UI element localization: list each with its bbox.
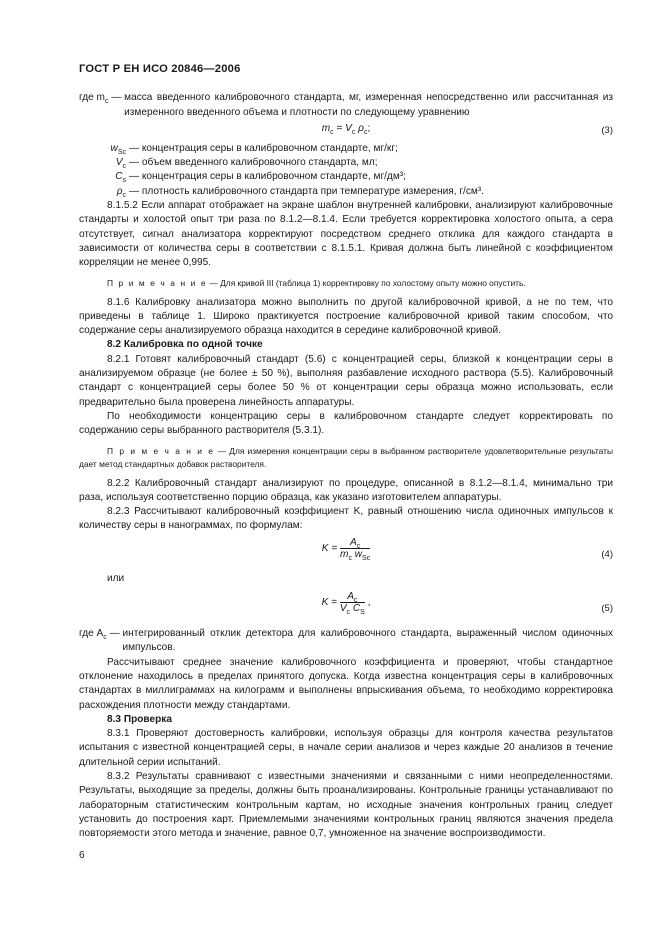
definition-mc <box>79 91 613 120</box>
page-number: 6 <box>79 850 85 861</box>
formula-3-number: (3) <box>601 124 613 136</box>
f3-sub2: c <box>351 128 356 136</box>
para-8-3-1: 8.3.1 Проверяют достоверность калибровки, используя образцы для контроля качества результатов испытания с известной концентрацией серы, в начале серии анализов и через каждые 20 анализов в течение длительной серии испытаний. <box>79 728 613 768</box>
def-mc-text: масса введенного калибровочного стандарта, мг, измеренная непосредственно или рассчитанная из измеренного введенного объема и плотности по следующему уравнению <box>124 92 613 118</box>
para-8-2-1b: По необходимости концентрацию серы в калибровочном стандарте следует корректировать по содержанию серы выбранного растворителя (5.3.1). <box>79 410 613 437</box>
f5-left: K = <box>321 597 340 609</box>
para-8-2-2: 8.2.2 Калибровочный стандарт анализируют по процедуре, описанной в 8.1.2—8.1.4, минимально три раза, используя соответственно порцию образца, как указано изготовителем аппаратуры. <box>79 477 613 503</box>
document-header: ГОСТ Р ЕН ИСО 20846—2006 <box>79 63 241 75</box>
formula-3 <box>79 122 613 142</box>
def-mc-dash: — <box>108 92 125 104</box>
where-list <box>79 142 613 199</box>
where-item: $V_c$ — объем введенного калибровочного стандарта, мл; <box>115 157 378 171</box>
note-1-label: П р и м е ч а н и е <box>107 277 208 288</box>
note-2 <box>79 445 613 471</box>
para-8-1-5-2: 8.1.5.2 Если аппарат отображает на экране шаблон внутренней калибровки, анализируют калибровочные стандарты и холостой опыт три раза по 8.1.2—8.1.4. Если требуется корректировка холостого опыта, а сера отсутствует, сигнал анализатора корректируют посредством среднего отклика для каждого стандарта в зависимости от количества серы в соответствии с 8.1.5.1. Кривая должна быть линейной с коэффициентом корреляции не менее 0,995. <box>79 200 613 269</box>
where-item: $w_{Sc}$ — концентрация серы в калибровочном стандарте, мг/кг; <box>110 142 398 156</box>
f3-sub1: c <box>330 128 334 136</box>
formula-4-number: (4) <box>601 548 613 560</box>
f4-left: K = <box>321 542 341 554</box>
f4-fraction: $\frac{A_c}{m_c w_{Sc}}$ <box>340 536 371 562</box>
def-ac-dash: — <box>106 628 123 640</box>
para-calc: Рассчитывают среднее значение калибровочного коэффициента и проверяют, чтобы стандартное отклонение находилось в пределах принятого допуска. Когда известна концентрация серы в калибровочных стандартах в миллиграммах на килограмм и выполнены впрыскивания объема, то необходимо корректировка расхождения плотности между стандартами. <box>79 656 613 711</box>
def-mc-sub: c <box>104 98 109 106</box>
where-item: $\rho_c$ — плотность калибровочного стандарта при температуре измерения, г/см³. <box>116 185 484 199</box>
note-1 <box>79 277 613 290</box>
f3-rho: ρ <box>355 122 364 134</box>
formula-5 <box>79 590 613 624</box>
definition-ac <box>79 627 613 656</box>
f5-fraction: $\frac{A_c}{V_c C_S}$ <box>339 591 365 617</box>
para-8-2-3: 8.2.3 Рассчитывают калибровочный коэффициент K, равный отношению числа одиночных импульсов к количеству серы в нанограммах, по формулам: <box>79 506 613 532</box>
def-ac-sub: c <box>103 634 107 642</box>
formula-5-number: (5) <box>601 603 613 615</box>
where-item: $C_s$ — концентрация серы в калибровочном стандарте, мг/дм³; <box>115 171 406 185</box>
def-ac-text: интегрированный отклик детектора для калибровочного стандарта, выраженный числом одиночных импульсов. <box>122 628 613 654</box>
note-1-text: — Для кривой III (таблица 1) корректировку по холостому опыту можно опустить. <box>207 277 526 288</box>
def-ac-term: где A <box>79 628 104 640</box>
f5-tail: , <box>364 597 371 609</box>
f3-left: m <box>321 122 331 134</box>
def-mc-term: где m <box>79 92 105 104</box>
formula-4 <box>79 536 613 570</box>
note-2-label: П р и м е ч а н и е <box>107 445 215 456</box>
para-8-1-6: 8.1.6 Калибровку анализатора можно выполнить по другой калибровочной кривой, а не по тем, что приведены в таблице 1. Широко практикуется построение калибровочной кривой таким способом, что содержание серы анализируемого образца находится в середине калибровочной кривой. <box>79 296 613 337</box>
f3-mid: = V <box>333 122 352 134</box>
or-word: или <box>107 572 125 584</box>
document-page <box>79 62 613 841</box>
f3-sub3: c <box>363 128 368 136</box>
note-2-text: — Для измерения концентрации серы в выбранном растворителе удовлетворительные результаты дает метод стандартных добавок растворителя. <box>79 445 613 469</box>
heading-8-2: 8.2 Калибровка по одной точке <box>107 339 263 351</box>
para-8-3-2: 8.3.2 Результаты сравнивают с известными значениями и связанными с ними неопределенностями. Результаты, выходящие за пределы, должны быть проанализированы. Контрольные границы устанавливают по лабораторным статистическим контрольным картам, но исходные значения контрольных границ следует установить до построения карт. Приемлемыми значениями контрольных границ являются значения предела повторяемости этого метода и значение, равное 0,7, умноженное на значение воспроизводимости. <box>79 770 613 840</box>
para-8-2-1: 8.2.1 Готовят калибровочный стандарт (5.6) с концентрацией серы, близкой к концентрации серы в анализируемом образце (не более ± 50 %), выполняя разбавление исходного раствора (5.5). Калибровочный стандарт с концентрацией серы более 50 % от концентрации серы образца можно использовать, если предварительно была проверена линейность аппаратуры. <box>79 353 613 408</box>
heading-8-3: 8.3 Проверка <box>107 713 172 725</box>
f3-end: ; <box>367 122 371 134</box>
